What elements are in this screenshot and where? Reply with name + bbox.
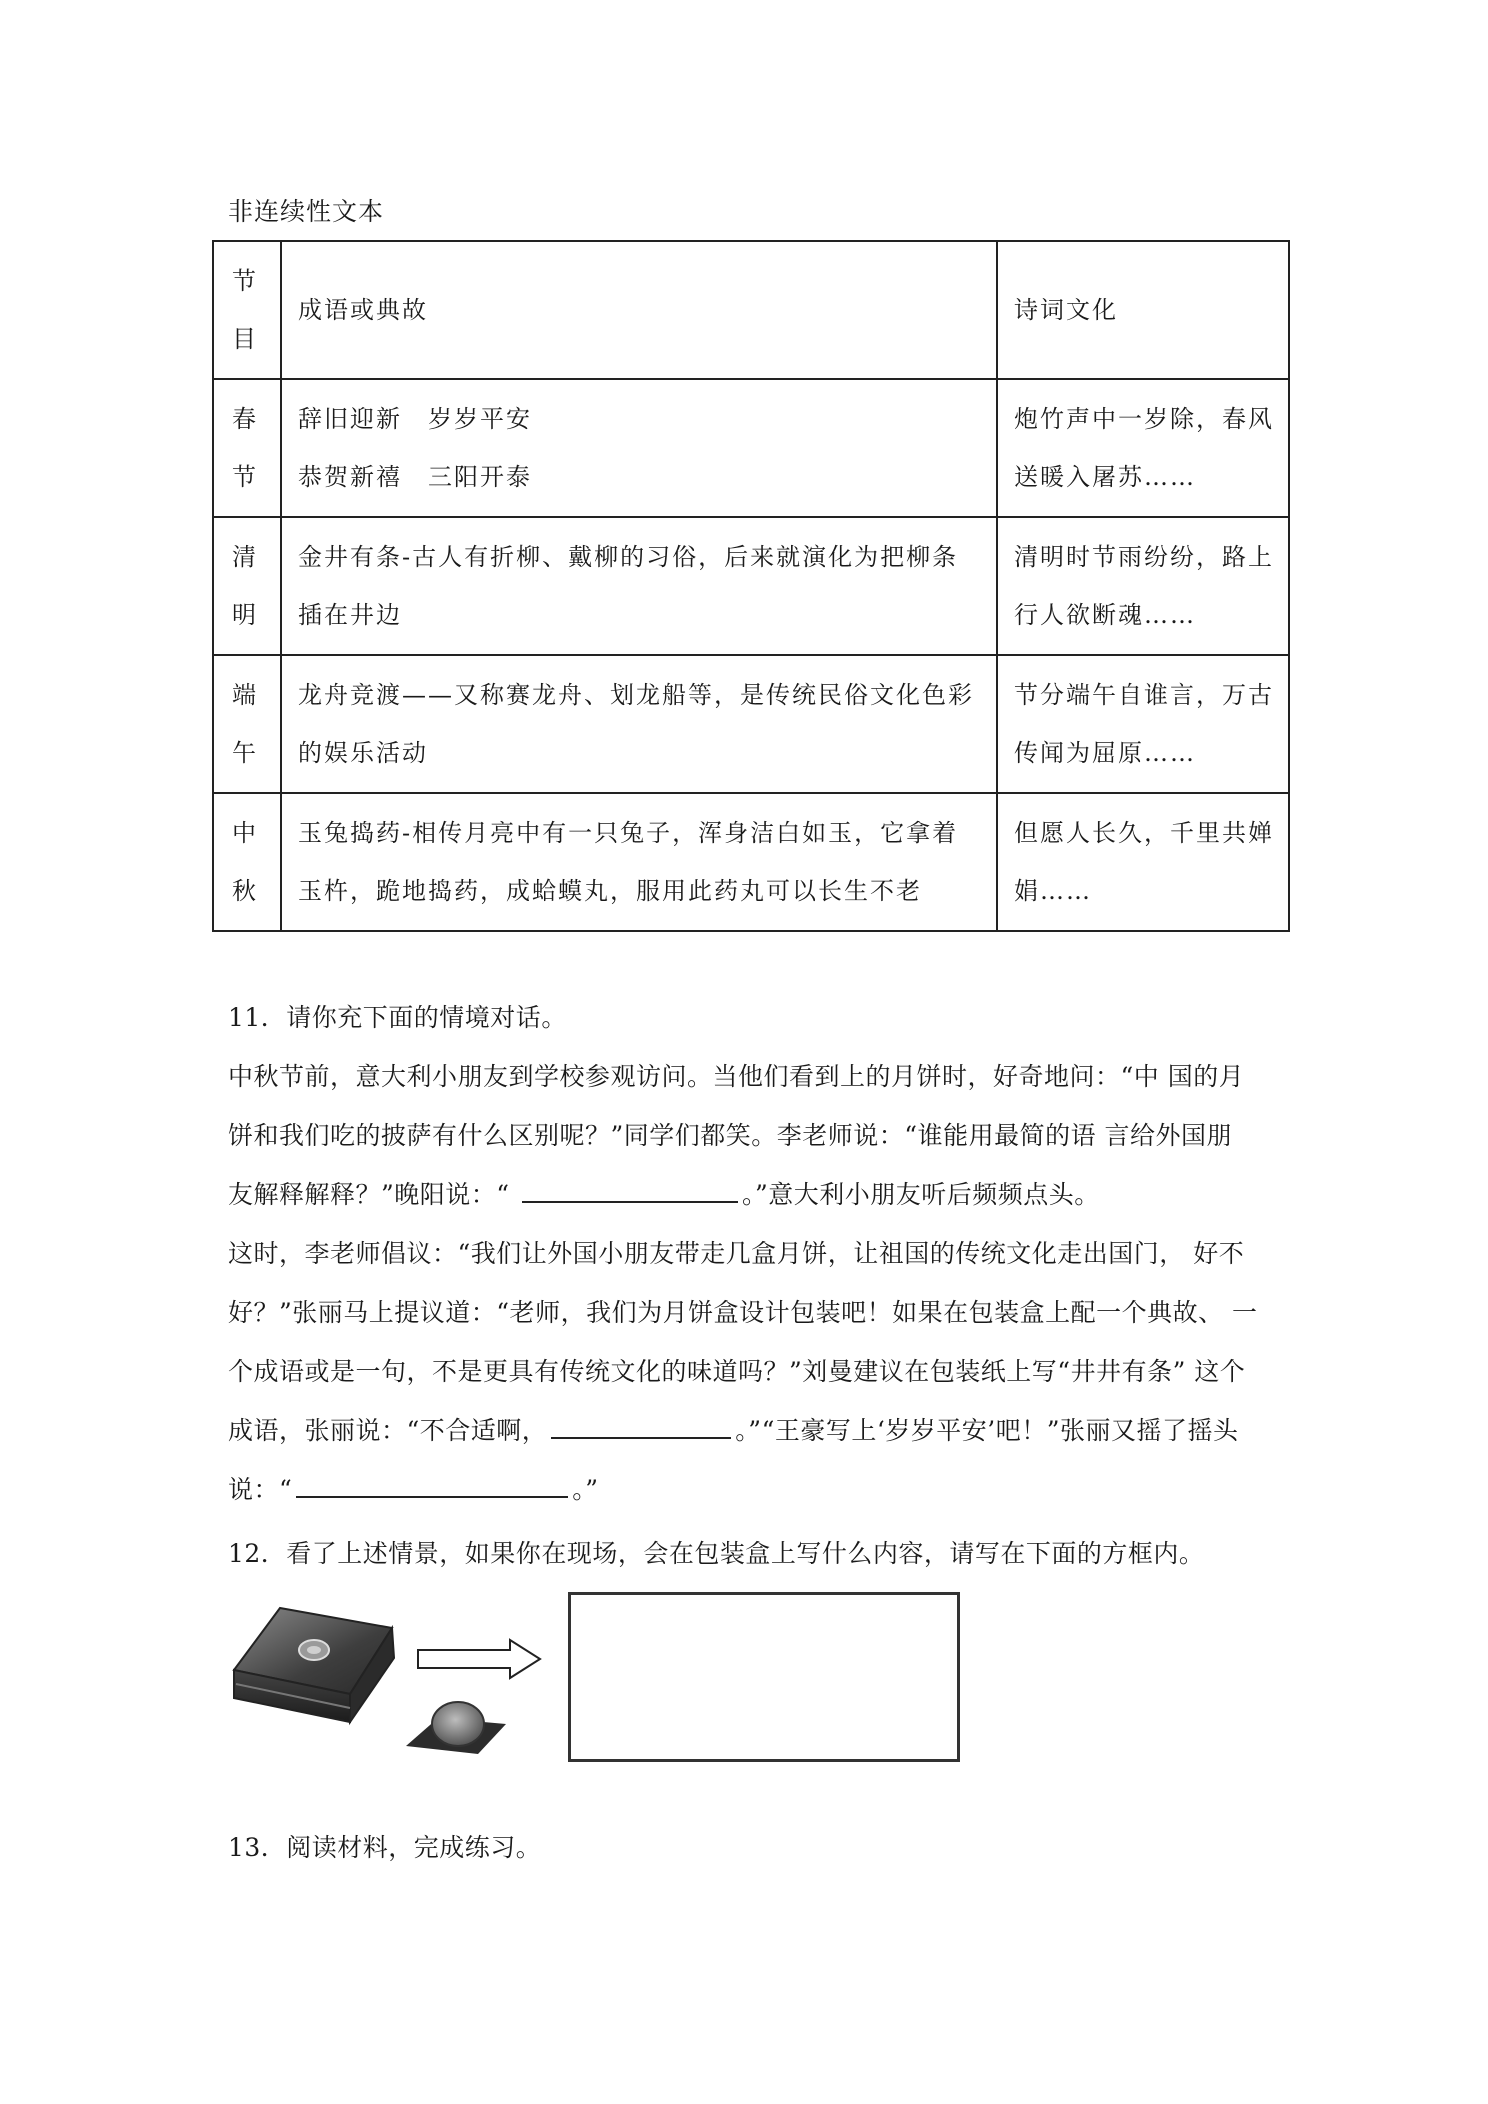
question-11-text-line: 饼和我们吃的披萨有什么区别呢？”同学们都笑。李老师说：“谁能用最简的语 言给外国朋 <box>228 1121 1233 1150</box>
poem-line: 清明时节雨纷纷，路上 <box>1014 543 1274 571</box>
answer-box[interactable] <box>568 1592 960 1762</box>
festival-char: 秋 <box>232 877 258 905</box>
poem-line: 节分端午自谁言，万古 <box>1014 681 1274 709</box>
idiom-cell <box>281 517 997 655</box>
header-idiom: 成语或典故 <box>281 241 997 379</box>
question-11-text: 。”“王豪写上‘岁岁平安’吧！”张丽又摇了摇头 <box>735 1416 1239 1445</box>
poem-cell <box>997 379 1289 517</box>
table-row <box>213 655 1289 793</box>
idiom-line: 玉杵，跪地捣药，成蛤蟆丸，服用此药丸可以长生不老 <box>298 877 922 905</box>
festival-cell <box>213 655 281 793</box>
festival-cell <box>213 379 281 517</box>
answer-blank-3[interactable] <box>296 1472 568 1498</box>
idiom-line: 的娱乐活动 <box>298 739 428 767</box>
question-11-text-line: 个成语或是一句，不是更具有传统文化的味道吗？”刘曼建议在包装纸上写“井井有条” 这个 <box>228 1357 1246 1386</box>
question-11-text: 。”意大利小朋友听后频频点头。 <box>742 1180 1100 1209</box>
table-header-row <box>213 241 1289 379</box>
question-13-title: 13．阅读材料，完成练习。 <box>228 1833 542 1862</box>
answer-blank-1[interactable] <box>522 1177 738 1203</box>
festival-cell <box>213 793 281 931</box>
question-11-text-line: 这时，李老师倡议：“我们让外国小朋友带走几盒月饼，让祖国的传统文化走出国门， 好不 <box>228 1239 1245 1268</box>
idiom-cell <box>281 793 997 931</box>
festival-cell <box>213 517 281 655</box>
idiom-line: 龙舟竞渡——又称赛龙舟、划龙船等，是传统民俗文化色彩 <box>298 681 974 709</box>
question-11-title: 11．请你充下面的情境对话。 <box>228 1003 567 1032</box>
question-11-text-line <box>228 1460 1278 1519</box>
idiom-phrase: 恭贺新禧 <box>298 463 402 491</box>
header-festival <box>213 241 281 379</box>
idiom-cell <box>281 655 997 793</box>
arrow-right-icon <box>418 1640 540 1678</box>
festival-char: 中 <box>232 819 258 847</box>
idiom-cell <box>281 379 997 517</box>
question-11-text-line <box>228 1401 1278 1460</box>
idiom-line: 玉兔捣药-相传月亮中有一只兔子，浑身洁白如玉，它拿着 <box>298 819 959 847</box>
idiom-line: 金井有条-古人有折柳、戴柳的习俗，后来就演化为把柳条 <box>298 543 959 571</box>
header-festival-char: 节 <box>232 267 258 295</box>
question-11-text: 成语，张丽说：“不合适啊， <box>228 1416 548 1445</box>
idiom-phrase: 岁岁平安 <box>428 405 532 433</box>
question-11-text: 友解释解释？”晚阳说：“ <box>228 1180 519 1209</box>
festival-char: 午 <box>232 739 258 767</box>
poem-line: 送暖入屠苏…… <box>1014 463 1196 491</box>
festival-char: 节 <box>232 463 258 491</box>
poem-line: 炮竹声中一岁除，春风 <box>1014 405 1274 433</box>
section-heading: 非连续性文本 <box>228 197 385 226</box>
idiom-phrase: 三阳开泰 <box>428 463 532 491</box>
poem-cell <box>997 517 1289 655</box>
poem-cell <box>997 793 1289 931</box>
question-11-text-line <box>228 1165 1278 1224</box>
table-row <box>213 379 1289 517</box>
question-11-text-line: 好？”张丽马上提议道：“老师，我们为月饼盒设计包装吧！如果在包装盒上配一个典故、 一 <box>228 1298 1258 1327</box>
header-poem: 诗词文化 <box>997 241 1289 379</box>
mooncake-icon <box>406 1702 506 1754</box>
header-festival-char: 目 <box>232 325 258 353</box>
idiom-phrase: 辞旧迎新 <box>298 405 402 433</box>
question-13 <box>228 1818 1278 1877</box>
question-11-text: 说：“ <box>228 1475 293 1504</box>
poem-line: 传闻为屈原…… <box>1014 739 1196 767</box>
table-row <box>213 793 1289 931</box>
festival-table <box>212 240 1290 932</box>
question-12 <box>228 1524 1278 1583</box>
gift-box-icon <box>234 1608 394 1722</box>
question-12-title: 12．看了上述情景，如果你在现场，会在包装盒上写什么内容，请写在下面的方框内。 <box>228 1539 1205 1568</box>
festival-char: 明 <box>232 601 258 629</box>
poem-cell <box>997 655 1289 793</box>
festival-char: 端 <box>232 681 258 709</box>
question-11-text: 。” <box>572 1475 599 1504</box>
festival-char: 春 <box>232 405 258 433</box>
poem-line: 行人欲断魂…… <box>1014 601 1196 629</box>
table-row <box>213 517 1289 655</box>
question-11-text-line: 中秋节前，意大利小朋友到学校参观访问。当他们看到上的月饼时，好奇地问：“中 国的月 <box>228 1062 1245 1091</box>
festival-char: 清 <box>232 543 258 571</box>
idiom-line: 插在井边 <box>298 601 402 629</box>
poem-line: 但愿人长久，千里共婵 <box>1014 819 1274 847</box>
question-11 <box>228 988 1278 1519</box>
idiom-line <box>298 448 982 506</box>
answer-blank-2[interactable] <box>551 1413 731 1439</box>
idiom-line <box>298 390 982 448</box>
poem-line: 娟…… <box>1014 877 1092 905</box>
